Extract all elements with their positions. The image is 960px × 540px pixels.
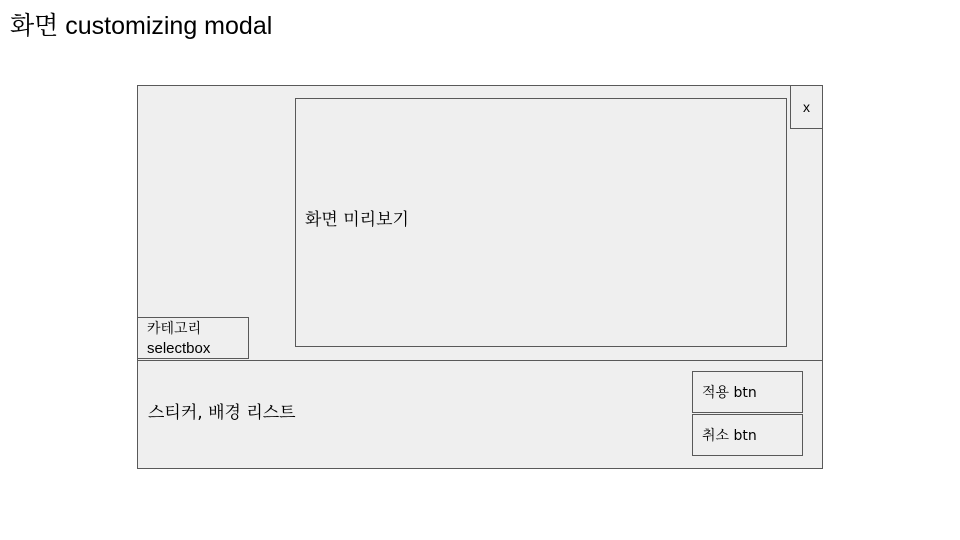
category-selectbox[interactable] bbox=[137, 317, 249, 359]
screen-preview bbox=[295, 98, 787, 347]
page-title: 화면 customizing modal bbox=[10, 12, 273, 40]
sticker-background-list bbox=[137, 360, 823, 469]
category-selectbox-label: 카테고리 bbox=[147, 321, 202, 337]
category-selectbox-type: selectbox bbox=[147, 340, 211, 357]
sticker-background-list-label: 스티커, 배경 리스트 bbox=[148, 403, 296, 423]
cancel-button[interactable]: 취소 btn bbox=[692, 414, 803, 456]
screen-preview-label: 화면 미리보기 bbox=[305, 210, 409, 230]
close-button[interactable]: x bbox=[790, 85, 823, 129]
customizing-modal bbox=[137, 85, 823, 469]
apply-button[interactable]: 적용 btn bbox=[692, 371, 803, 413]
